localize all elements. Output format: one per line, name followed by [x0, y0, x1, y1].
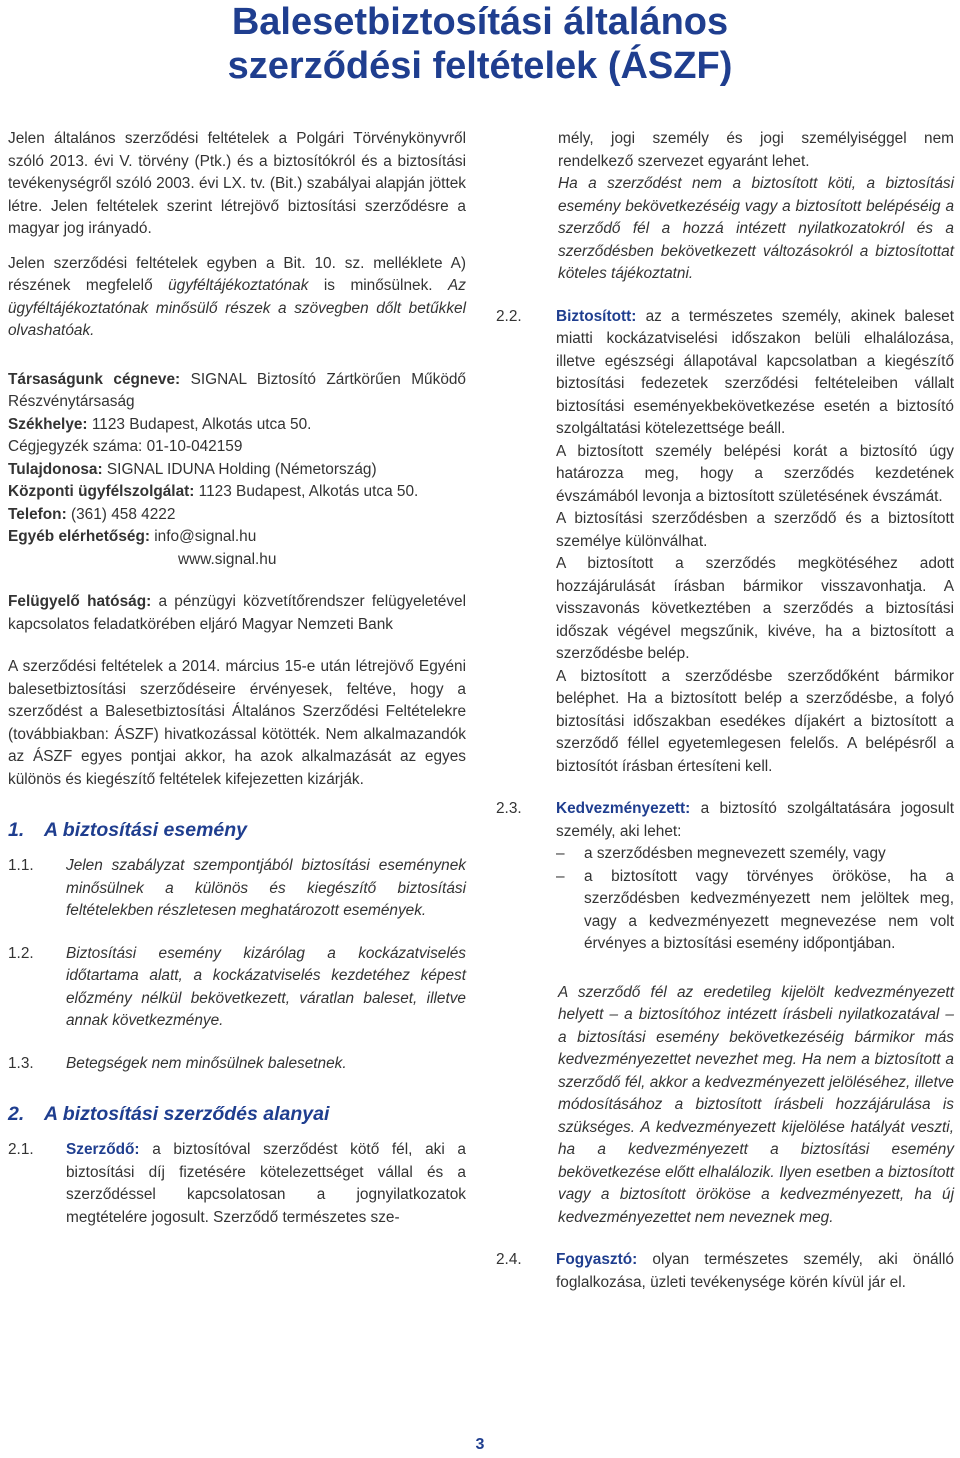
company-info [8, 369, 466, 572]
dash-bullet: – [556, 845, 565, 862]
contractor-italic-note: Ha a szerződést nem a biztosított köti, a biztosítási esemény bekövetkezéséig vagy a biztosított belépéséig a szerződő fél a hozzá intézett nyilatkozatokról és a szerződésben bekövetkezett változásokról a biztosítottat köteles tájékoztatni. [558, 175, 954, 282]
customer-service-label: Központi ügyfélszolgálat: [8, 483, 195, 500]
item-number: 1.2. [8, 944, 34, 962]
contractor-label: Szerződő: [66, 1141, 140, 1158]
website-link[interactable]: www.signal.hu [178, 550, 277, 568]
item-1-3 [8, 1053, 466, 1076]
company-seat-value: 1123 Budapest, Alkotás utca 50. [87, 415, 312, 433]
company-owner-label: Tulajdonosa: [8, 460, 103, 478]
beneficiary-text: a biztosító szolgáltatására jogosult személy, aki lehet: [556, 800, 954, 840]
item-number: 1.3. [8, 1054, 34, 1072]
intro-text: is minősülnek. [308, 277, 449, 294]
company-name-label: Társaságunk cégneve: [8, 370, 181, 388]
company-name-value: SIGNAL Biztosító Zártkörűen Működő Részvénytársaság [8, 370, 466, 410]
item-2-2 [496, 306, 954, 779]
phone-value: (361) 458 4222 [66, 505, 176, 523]
company-registration: Cégjegyzék száma: 01-10-042159 [8, 438, 243, 455]
contractor-text: a biztosítóval szerződést kötő fél, aki a biztosítási díj fizetésére kötelezettséget vállal és a szerződéssel kapcsolatosan a jognyilatkozatok megtételére jogosult. Szerződő természetes sze- [66, 1141, 466, 1226]
section-title: A biztosítási szerződés alanyai [44, 1103, 330, 1125]
section-2-heading [8, 1101, 466, 1127]
intro-paragraph-2 [8, 253, 466, 343]
item-2-1-continued [496, 128, 954, 286]
item-1-1 [8, 855, 466, 923]
validity-paragraph: A szerződési feltételek a 2014. március 15-e után létrejövő Egyéni balesetbiztosítási szerződéseire érvényesek, feltéve, hogy a szerződést a Balesetbiztosítási Általános Szerződési Feltételekre (továbbiakban: ÁSZF) hivatkozással kötötték. Nem alkalmazandók az ÁSZF egyes pontjai akkor, ha azok alkalmazását az egyes különös és kiegészítő feltételek kifejezetten kizárják. [8, 658, 466, 788]
insured-withdrawal: A biztosított a szerződés megkötéséhez adott hozzájárulását írásban bármikor visszavonhatja. A visszavonás következtében a szerződés a biztosítási időszak végével megszűnik, kivéve, ha a biztosított a szerződésbe belép. [556, 555, 954, 662]
intro-paragraph: Jelen általános szerződési feltételek a Polgári Törvénykönyvről szóló 2013. évi V. törvény (Ptk.) és a biztosítókról és a biztosítási tevékenységről szóló 2003. évi LX. tv. (Bit.) szabályai alapján jöttek létre. Jelen feltételek szerint létrejövő biztosítási szerződésre a magyar jog irányadó. [8, 130, 466, 237]
section-1-heading [8, 817, 466, 843]
consumer-text: olyan természetes személy, aki önálló foglalkozása, üzleti tevékenysége körén kívül jár el. [556, 1251, 954, 1291]
section-title: A biztosítási esemény [44, 819, 248, 841]
right-column [496, 128, 954, 1294]
intro-italic-note: Az ügyféltájékoztatónak minősülő részek a szövegben dőlt betűkkel olvashatóak. [8, 277, 466, 339]
supervision-paragraph [8, 591, 466, 636]
item-1-2 [8, 943, 466, 1033]
item-number: 2.1. [8, 1141, 34, 1158]
list-item [556, 866, 954, 956]
list-item-text: a biztosított vagy törvényes örököse, ha a szerződésben kedvezményezett nem jelöltek meg, vagy a kedvezményezett megnevezése nem volt érvényes a biztosítási esemény időpontjában. [584, 867, 954, 952]
item-number: 2.2. [496, 307, 522, 325]
beneficiary-italic-note: A szerződő fél az eredetileg kijelölt kedvezményezett helyett – a biztosítóhoz intézett írásbeli nyilatkozatával – a biztosítási esemény bekövetkezéséig bármikor más kedvezményezettet nevezhet meg. Ha nem a biztosított a szerződő fél, akkor a kedvezményezett jelöléséhez, illetve módosításához a biztosított írásbeli hozzájárulása is szükséges. A kedvezményezett kijelölése hatályát veszti, ha a kedvezményezett a biztosítási esemény bekövetkezése előtt elhalálozik. Ilyen esetben a biztosított vagy a biztosított örököse a kedvezményezett, ha új kedvezményezettet nem neveznek meg. [558, 983, 954, 1226]
document-title [0, 0, 960, 88]
consumer-paragraph [556, 1249, 954, 1294]
list-item-text: a szerződésben megnevezett személy, vagy [584, 845, 886, 862]
company-owner-value: SIGNAL IDUNA Holding (Németország) [102, 460, 377, 478]
phone-label: Telefon: [8, 505, 67, 523]
item-number: 2.3. [496, 800, 522, 817]
left-column [8, 128, 466, 1229]
section-number: 1. [8, 819, 25, 841]
section-number: 2. [8, 1103, 25, 1125]
insured-entry-age: A biztosított személy belépési korát a biztosító úgy határozza meg, hogy a szerződés kezdetének évszámából levonja a biztosított születésének évszámát. [556, 442, 954, 505]
supervision-label: Felügyelő hatóság: [8, 593, 152, 610]
list-item [556, 843, 954, 866]
other-contact-label: Egyéb elérhetőség: [8, 528, 150, 545]
title-line-2: szerződési feltételek (ÁSZF) [227, 45, 733, 87]
item-text: Jelen szabályzat szempontjából biztosítási eseménynek minősülnek a különös és kiegészítő biztosítási feltételekben részletesen meghatározott események. [66, 857, 466, 919]
beneficiary-paragraph [556, 798, 954, 843]
customer-service-value: 1123 Budapest, Alkotás utca 50. [194, 483, 419, 500]
item-text: Betegségek nem minősülnek balesetnek. [66, 1054, 347, 1072]
item-text: Biztosítási esemény kizárólag a kockázatviselés időtartama alatt, a kockázatviselés kezdetéhez képest előzmény nélkül bekövetkezett, váratlan baleset, illetve annak következménye. [66, 944, 466, 1029]
insured-separate: A biztosítási szerződésben a szerződő és a biztosított személye különválhat. [556, 510, 954, 550]
company-seat-label: Székhelye: [8, 415, 88, 433]
insured-entry: A biztosított a szerződésbe szerződőként bármikor beléphet. Ha a biztosított belép a szerződésbe, a folyó biztosítási időszakban esedékes díjakért a biztosított a szerződő féllel egyetemlegesen felelős. A belépésről a biztosítót írásban értesíteni kell. [556, 667, 954, 775]
consumer-label: Fogyasztó: [556, 1251, 638, 1268]
title-line-1: Balesetbiztosítási általános [231, 1, 729, 43]
item-2-1 [8, 1139, 466, 1229]
beneficiary-label: Kedvezményezett: [556, 800, 691, 817]
page-number: 3 [475, 1436, 485, 1453]
item-number: 2.4. [496, 1251, 522, 1268]
email-link[interactable]: info@signal.hu [149, 528, 257, 545]
item-text [66, 1139, 466, 1229]
insured-text: az a természetes személy, akinek baleset miatti kockázatviselési időszakon belüli elhalálozása, illetve egészségi állapotával kapcsolatban a kiegészítő biztosítási fedezetek szerződési feltételeiben vállalt biztosítási eseményekbekövetkezése esetén a biztosító szolgáltatási kötelezettsége beáll. [556, 307, 954, 437]
item-2-3 [496, 798, 954, 956]
item-2-4 [496, 1249, 954, 1294]
contractor-text-continued: mély, jogi személy és jogi személyiséggel nem rendelkező szervezet egyaránt lehet. [558, 130, 954, 170]
item-number: 1.1. [8, 857, 34, 874]
insured-label: Biztosított: [556, 307, 637, 325]
intro-italic-term: ügyféltájékoztatónak [168, 277, 309, 294]
dash-bullet: – [556, 867, 565, 885]
insured-paragraph [556, 306, 954, 441]
intro-text: Jelen szerződési feltételek egyben a Bit. 10. sz. melléklete A) részének megfelelő [8, 254, 466, 294]
supervision-text: a pénzügyi közvetítőrendszer felügyeletével kapcsolatos feladatkörében eljáró Magyar Nemzeti Bank [8, 593, 466, 633]
